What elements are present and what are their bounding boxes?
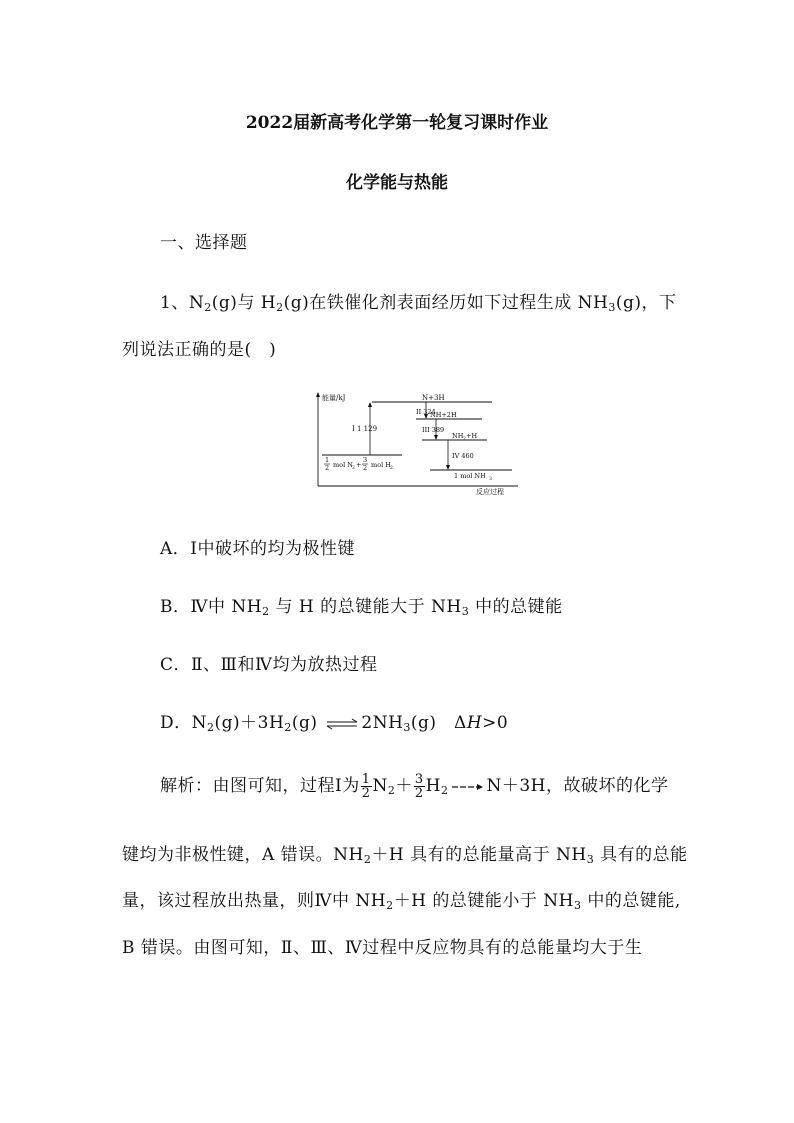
step1-label: I 1 129 bbox=[352, 425, 378, 433]
analysis-line4: B 错误。由图可知，Ⅱ、Ⅲ、Ⅳ过程中反应物具有的总能量均大于生 bbox=[122, 938, 643, 958]
analysis-line1: 解析：由图可知，过程Ⅰ为 $\frac{1}{2}$ $N_2+$ $\frac{3}{2}$ $H_2$ N＋3H，故破坏的化学 bbox=[160, 772, 669, 801]
svg-text:2: 2 bbox=[352, 466, 355, 471]
svg-text:3: 3 bbox=[363, 456, 368, 464]
option-d: D．$N_2(g)+3H_2(g)$ $2NH_3(g)$ ΔH>0 bbox=[160, 713, 509, 734]
level-nh-label: NH+2H bbox=[430, 411, 457, 419]
x-axis-label: 反应过程 bbox=[476, 488, 504, 496]
svg-text:NH: NH bbox=[452, 432, 464, 440]
level-nh2-label bbox=[452, 432, 477, 442]
fraction-three-halves: $\frac{3}{2}$ bbox=[414, 772, 424, 801]
svg-text:2: 2 bbox=[325, 464, 330, 472]
step4-label: IV 460 bbox=[452, 452, 474, 460]
option-b: B．Ⅳ中 $NH_2$ 与 H 的总键能大于 $NH_3$ 中的总键能 bbox=[160, 597, 563, 618]
section-heading: 一、选择题 bbox=[160, 233, 248, 253]
svg-text:+H: +H bbox=[466, 432, 478, 440]
option-a: A．Ⅰ中破坏的均为极性键 bbox=[160, 539, 355, 559]
document-subtitle: 化学能与热能 bbox=[346, 173, 448, 193]
option-c: C．Ⅱ、Ⅲ和Ⅳ均为放热过程 bbox=[160, 655, 378, 675]
analysis-line2: 键均为非极性键，A 错误。$NH_2+H$ 具有的总能量高于 $NH_3$ 具有的总能 bbox=[122, 845, 688, 866]
step2-label: II 324 bbox=[416, 408, 436, 416]
y-axis-arrow bbox=[316, 392, 320, 397]
step3-label: III 389 bbox=[422, 426, 445, 434]
arrow-step3-head bbox=[434, 435, 438, 440]
svg-text:1 mol NH: 1 mol NH bbox=[454, 472, 486, 480]
energy-diagram bbox=[312, 390, 524, 496]
svg-text:mol H: mol H bbox=[371, 461, 391, 469]
question-stem-line2: 列说法正确的是( ) bbox=[122, 340, 277, 360]
svg-text:2: 2 bbox=[463, 437, 466, 442]
equilibrium-arrow-icon bbox=[325, 718, 359, 730]
svg-text:2: 2 bbox=[390, 466, 393, 471]
fraction-one-half: $\frac{1}{2}$ bbox=[361, 772, 371, 801]
svg-text:+: + bbox=[356, 461, 362, 469]
level-product-label bbox=[454, 472, 492, 482]
analysis-line3: 量，该过程放出热量，则Ⅳ中 $NH_2+H$ 的总键能小于 $NH_3$ 中的总键能, bbox=[122, 891, 681, 912]
svg-text:2: 2 bbox=[363, 464, 368, 472]
arrow-step4-head bbox=[446, 465, 450, 470]
level-top-label: N+3H bbox=[422, 394, 445, 402]
reaction-arrow-icon bbox=[450, 782, 484, 792]
document-title: 2022届新高考化学第一轮复习课时作业 bbox=[245, 113, 549, 133]
svg-text:1: 1 bbox=[325, 456, 330, 464]
svg-text:mol N: mol N bbox=[333, 461, 353, 469]
y-axis-label: 能量/kJ bbox=[322, 394, 346, 402]
question-stem-line1: 1、$N_2(g)$与 $H_2(g)$在铁催化剂表面经历如下过程生成 $NH_3(g)$，下 bbox=[160, 293, 677, 314]
svg-text:3: 3 bbox=[489, 477, 492, 482]
arrow-step1-head bbox=[368, 402, 372, 407]
level-reactants-label bbox=[324, 456, 393, 472]
